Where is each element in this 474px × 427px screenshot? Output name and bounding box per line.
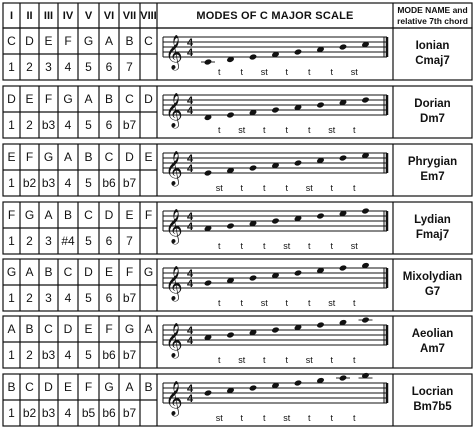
step-label: st	[238, 355, 246, 365]
mode-name: Locrian	[411, 386, 454, 398]
scale-degree: 2	[26, 118, 33, 132]
mode-name-cell	[393, 28, 472, 80]
note-letter: C	[44, 322, 53, 336]
note-head	[249, 274, 257, 281]
note-letter: B	[25, 322, 34, 336]
scale-degree	[140, 285, 157, 311]
note-head	[339, 43, 347, 50]
scale-degree: b3	[41, 348, 56, 362]
note-letter: E	[25, 92, 34, 106]
scale-degree: 3	[45, 60, 52, 74]
note-letter: A	[63, 150, 72, 164]
step-label: t	[262, 413, 266, 423]
step-label: st	[350, 67, 358, 77]
scale-degree: 1	[8, 348, 15, 362]
column-header-3: III	[43, 9, 54, 22]
note-letter: B	[7, 380, 16, 394]
mode-name: Aeolian	[411, 328, 454, 340]
mode-name: Phrygian	[407, 156, 458, 168]
note-letter: D	[7, 92, 16, 106]
time-signature-digit: 4	[187, 278, 194, 290]
scale-degree	[140, 400, 157, 426]
time-signature-digit: 4	[187, 37, 194, 49]
mode-name-header	[393, 3, 472, 28]
scale-degree: 2	[26, 348, 33, 362]
treble-clef-icon: 𝄞	[165, 93, 183, 128]
step-label: t	[330, 413, 334, 423]
mode-name-cell	[393, 316, 472, 368]
note-head	[339, 374, 347, 381]
step-label: t	[352, 355, 356, 365]
scale-degree: 4	[64, 176, 72, 190]
note-head	[204, 58, 212, 65]
note-letter: C	[63, 265, 73, 279]
step-label: st	[238, 125, 246, 135]
note-head	[226, 111, 234, 118]
step-label: t	[330, 67, 334, 77]
step-label: t	[285, 298, 289, 308]
treble-clef-icon: 𝄞	[165, 35, 183, 70]
note-letter: A	[125, 380, 134, 394]
note-letter: F	[44, 92, 53, 106]
step-label: t	[285, 67, 289, 77]
step-label: t	[352, 183, 356, 193]
treble-clef-icon: 𝄞	[165, 151, 183, 186]
time-signature-digit: 4	[187, 153, 194, 165]
step-label: st	[305, 183, 313, 193]
mode-name-cell	[393, 259, 472, 311]
note-letter: A	[7, 322, 16, 336]
note-letter: A	[44, 208, 53, 222]
scale-degree: 5	[85, 176, 92, 190]
note-letter: G	[6, 265, 17, 279]
note-head	[271, 217, 279, 224]
relative-chord: Dm7	[420, 113, 445, 125]
mode-name-cell	[393, 144, 472, 196]
step-label: st	[328, 298, 336, 308]
scale-degree: 7	[126, 60, 133, 74]
scale-degree	[140, 112, 157, 138]
note-head	[204, 169, 212, 176]
step-label: t	[217, 298, 221, 308]
mode-name: Ionian	[415, 40, 450, 52]
note-letter: A	[25, 265, 34, 279]
note-head	[361, 316, 369, 323]
scale-degree: b6	[102, 176, 116, 190]
note-letter: E	[84, 322, 93, 336]
step-label: st	[283, 413, 291, 423]
note-head	[226, 222, 234, 229]
scale-degree: 5	[85, 60, 92, 74]
note-letter: D	[84, 265, 93, 279]
scale-degree: 1	[8, 406, 15, 420]
step-label: t	[352, 298, 356, 308]
scale-degree: b3	[41, 118, 56, 132]
note-letter: F	[84, 380, 93, 394]
time-signature-digit: 4	[187, 268, 194, 280]
note-letter: B	[44, 265, 53, 279]
scale-degree: 6	[105, 118, 113, 132]
step-label: t	[240, 67, 244, 77]
scale-degree: b6	[102, 406, 116, 420]
relative-chord: G7	[424, 286, 441, 298]
mode-header-line1: MODE NAME and	[397, 4, 468, 15]
time-signature-digit: 4	[187, 163, 194, 175]
note-head	[361, 207, 369, 214]
scale-degree: b2	[22, 406, 37, 420]
note-letter: E	[44, 34, 53, 48]
mode-name-cell	[393, 374, 472, 426]
step-label: t	[330, 355, 334, 365]
time-signature-digit: 4	[187, 383, 194, 395]
note-letter: F	[7, 208, 16, 222]
scale-degree: 4	[64, 406, 72, 420]
step-label: st	[260, 298, 268, 308]
step-label: t	[352, 125, 356, 135]
scale-degree: b2	[22, 176, 37, 190]
scale-degree: b7	[122, 118, 137, 132]
scale-degree: b3	[41, 176, 56, 190]
note-head	[294, 269, 302, 276]
scale-degree: b7	[122, 291, 137, 305]
step-label: t	[307, 298, 311, 308]
scale-degree: 5	[85, 291, 92, 305]
scale-degree	[140, 342, 157, 368]
note-letter: D	[104, 208, 114, 222]
step-label: t	[240, 241, 244, 251]
step-label: t	[217, 241, 221, 251]
treble-clef-icon: 𝄞	[165, 323, 183, 358]
time-signature-digit: 4	[187, 335, 194, 347]
note-letter: C	[125, 92, 134, 106]
step-label: t	[262, 125, 266, 135]
note-letter: F	[144, 208, 153, 222]
step-label: t	[285, 355, 289, 365]
scale-degree: 2	[26, 291, 33, 305]
time-signature-digit: 4	[187, 393, 194, 405]
scale-degree: #4	[61, 234, 75, 248]
relative-chord: Cmaj7	[415, 55, 450, 67]
step-label: t	[285, 183, 289, 193]
note-letter: G	[83, 34, 94, 48]
time-signature-digit: 4	[187, 47, 194, 59]
note-letter: D	[125, 150, 134, 164]
note-head	[204, 389, 212, 396]
scale-degree: 4	[64, 60, 72, 74]
note-letter: A	[84, 92, 93, 106]
column-header-5: V	[84, 9, 93, 22]
note-head	[316, 212, 324, 219]
time-signature-digit: 4	[187, 211, 194, 223]
scale-degree: 5	[85, 118, 92, 132]
step-label: t	[330, 183, 334, 193]
note-letter: G	[63, 92, 73, 106]
note-letter: G	[43, 150, 54, 164]
mode-name: Lydian	[414, 214, 451, 226]
step-label: t	[262, 183, 266, 193]
note-head	[316, 321, 324, 328]
note-letter: D	[44, 380, 53, 394]
scale-degree: 6	[105, 234, 113, 248]
scale-degree: 3	[45, 291, 52, 305]
note-letter: G	[24, 208, 35, 222]
step-label: t	[307, 413, 311, 423]
relative-chord: Am7	[420, 343, 445, 355]
note-letter: G	[104, 380, 114, 394]
scale-degree: 3	[45, 234, 52, 248]
note-letter: B	[104, 92, 113, 106]
scale-degree	[140, 170, 157, 196]
scale-degree: 1	[8, 234, 15, 248]
step-label: t	[262, 241, 266, 251]
time-signature-digit: 4	[187, 221, 194, 233]
note-letter: E	[63, 380, 72, 394]
note-letter: G	[124, 322, 135, 336]
note-head	[294, 379, 302, 386]
scale-degree: 7	[126, 234, 133, 248]
treble-clef-icon: 𝄞	[165, 381, 183, 416]
step-label: st	[328, 125, 336, 135]
step-label: st	[283, 241, 291, 251]
note-letter: E	[144, 150, 153, 164]
step-label: t	[240, 298, 244, 308]
scale-degree: 2	[26, 60, 33, 74]
note-head	[361, 96, 369, 103]
scale-degree: 1	[8, 176, 15, 190]
note-letter: C	[25, 380, 34, 394]
mode-name-cell	[393, 202, 472, 254]
note-head	[249, 384, 257, 391]
note-letter: C	[104, 150, 114, 164]
note-letter: F	[125, 265, 134, 279]
scale-degree: 1	[8, 60, 15, 74]
relative-chord: Bm7b5	[413, 401, 452, 413]
mode-header-line2: relative 7th chord	[397, 15, 468, 26]
time-signature-digit: 4	[187, 95, 194, 107]
step-label: t	[352, 413, 356, 423]
scale-degree	[140, 54, 157, 80]
chart-title: MODES OF C MAJOR SCALE	[196, 9, 354, 22]
scale-degree: b7	[122, 406, 137, 420]
scale-degree: 6	[105, 60, 113, 74]
step-label: t	[240, 413, 244, 423]
relative-chord: Fmaj7	[415, 229, 450, 241]
step-label: t	[262, 355, 266, 365]
treble-clef-icon: 𝄞	[165, 266, 183, 301]
scale-degree: 5	[85, 348, 92, 362]
note-letter: F	[105, 322, 113, 336]
note-letter: F	[64, 34, 72, 48]
relative-chord: Em7	[420, 171, 445, 183]
note-letter: C	[7, 34, 16, 48]
scale-degree: 4	[64, 291, 72, 305]
scale-degree: b7	[122, 348, 137, 362]
note-head	[204, 279, 212, 286]
step-label: st	[305, 355, 313, 365]
step-label: st	[215, 183, 223, 193]
step-label: t	[240, 183, 244, 193]
step-label: t	[307, 125, 311, 135]
step-label: t	[217, 67, 221, 77]
step-label: t	[217, 355, 221, 365]
note-letter: D	[63, 322, 73, 336]
step-label: t	[285, 125, 289, 135]
note-letter: G	[143, 265, 154, 279]
scale-degree: b5	[81, 406, 96, 420]
step-label: t	[217, 125, 221, 135]
step-label: st	[260, 67, 268, 77]
note-letter: B	[84, 150, 93, 164]
step-label: t	[307, 67, 311, 77]
time-signature-digit: 4	[187, 105, 194, 117]
scale-degree: 4	[64, 348, 72, 362]
note-head	[249, 164, 257, 171]
note-letter: B	[63, 208, 72, 222]
scale-degree: 4	[64, 118, 72, 132]
note-head	[294, 159, 302, 166]
column-header-8: VIII	[140, 9, 157, 22]
note-head	[339, 264, 347, 271]
step-label: st	[350, 241, 358, 251]
note-head	[271, 326, 279, 333]
scale-degree: 6	[105, 291, 113, 305]
note-letter: E	[125, 208, 134, 222]
note-letter: D	[25, 34, 34, 48]
step-label: t	[330, 241, 334, 251]
note-letter: B	[144, 380, 153, 394]
scale-degree: 1	[8, 118, 15, 132]
step-label: t	[307, 241, 311, 251]
note-head	[226, 331, 234, 338]
note-letter: A	[104, 34, 113, 48]
mode-name: Dorian	[414, 98, 451, 110]
column-header-6: VI	[103, 9, 115, 22]
note-letter: D	[144, 92, 153, 106]
column-header-7: VII	[122, 9, 137, 22]
scale-degree: b7	[122, 176, 137, 190]
note-letter: A	[144, 322, 153, 336]
scale-degree: b3	[41, 406, 56, 420]
mode-name: Mixolydian	[402, 271, 463, 283]
column-header-2: II	[26, 9, 33, 22]
note-head	[271, 106, 279, 113]
column-header-1: I	[9, 9, 14, 22]
note-letter: C	[144, 34, 153, 48]
note-letter: E	[7, 150, 16, 164]
note-head	[294, 48, 302, 55]
mode-name-cell	[393, 86, 472, 138]
scale-degree	[140, 228, 157, 254]
note-head	[249, 53, 257, 60]
step-label: st	[215, 413, 223, 423]
scale-degree: 2	[26, 234, 33, 248]
column-header-4: IV	[62, 9, 74, 22]
scale-degree: b6	[102, 348, 116, 362]
treble-clef-icon: 𝄞	[165, 209, 183, 244]
time-signature-digit: 4	[187, 325, 194, 337]
note-letter: E	[104, 265, 113, 279]
note-letter: B	[125, 34, 134, 48]
scale-degree: 1	[8, 291, 15, 305]
note-head	[339, 154, 347, 161]
note-letter: C	[84, 208, 93, 222]
note-head	[316, 101, 324, 108]
note-letter: F	[25, 150, 34, 164]
scale-degree: 5	[85, 234, 92, 248]
